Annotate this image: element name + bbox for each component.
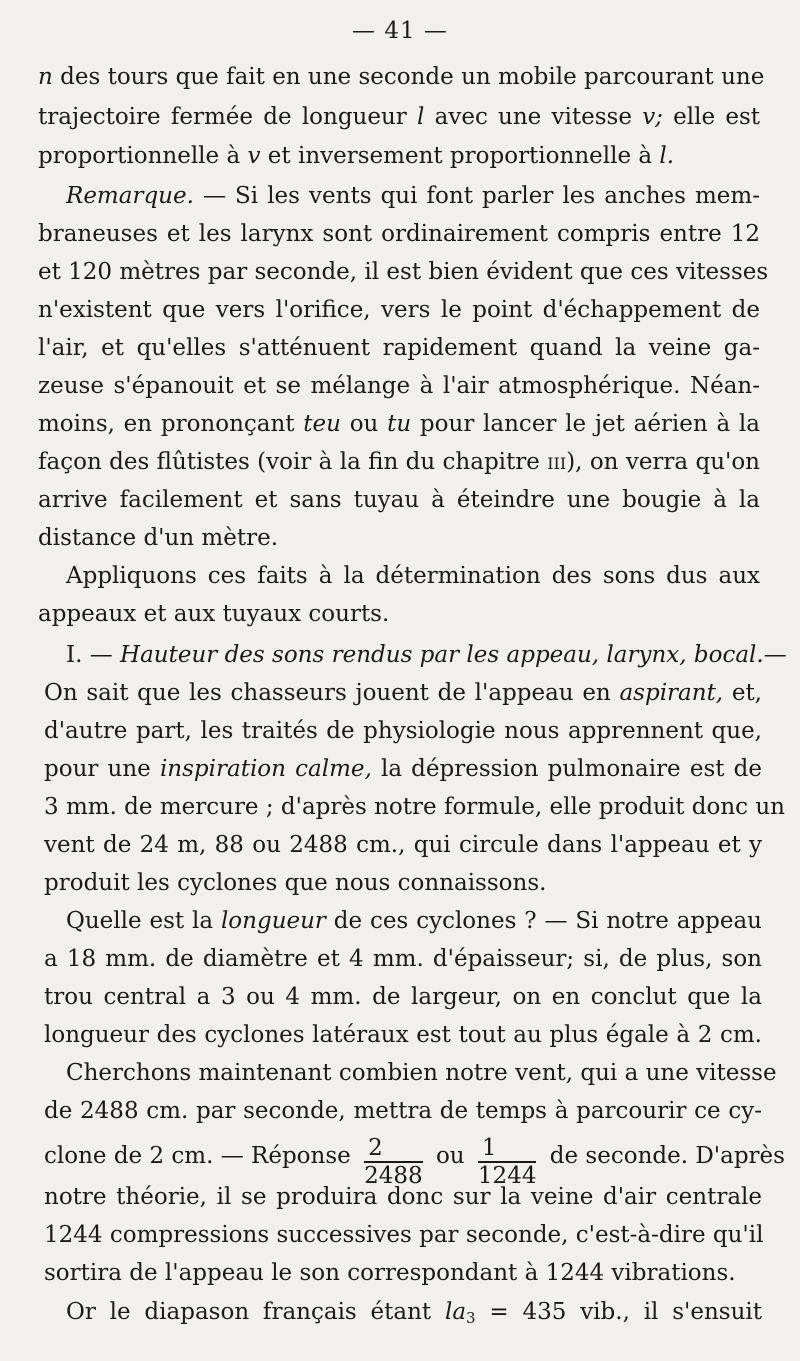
text-line: Cherchons maintenant combien notre vent, qui a une vitesse	[66, 1060, 777, 1086]
italic-variable: v	[247, 143, 261, 169]
text-fragment: ), on verra qu'on	[566, 449, 761, 475]
italic-word: inspiration calme,	[159, 756, 372, 782]
text-line	[38, 62, 765, 92]
text-line	[38, 447, 760, 477]
text-line	[66, 1297, 762, 1333]
text-line	[44, 754, 762, 784]
text-fragment: ou	[340, 411, 388, 437]
section-title: Hauteur des sons rendus par les appeau, larynx, bocal.	[120, 642, 764, 668]
chapter-numeral: iii	[547, 449, 567, 475]
text-line: d'autre part, les traités de physiologie nous apprennent que,	[44, 718, 762, 744]
text-fragment: Quelle est la	[66, 908, 221, 934]
italic-variable: v;	[642, 104, 663, 130]
section-heading-line	[66, 640, 787, 670]
text-line	[44, 678, 762, 708]
text-fragment: avec une vitesse	[424, 104, 643, 130]
italic-word: tu	[387, 411, 412, 437]
text-fragment: proportionnelle à	[38, 143, 248, 169]
text-fragment: trajectoire fermée de longueur	[38, 104, 418, 130]
text-fragment: des tours que fait en une seconde un mobile parcourant une	[52, 64, 765, 90]
text-fragment: = 435 vib., il s'ensuit	[475, 1299, 762, 1325]
text-line: 3 mm. de mercure ; d'après notre formule, elle produit donc un	[44, 794, 785, 820]
text-line: longueur des cyclones latéraux est tout au plus égale à 2 cm.	[44, 1022, 762, 1048]
text-line: n'existent que vers l'orifice, vers le point d'échappement de	[38, 297, 760, 323]
text-fragment: la dépression pulmonaire est de	[371, 756, 762, 782]
italic-word: teu	[303, 411, 341, 437]
text-fragment: pour une	[44, 756, 160, 782]
text-fragment: On sait que les chasseurs jouent de l'appeau en	[44, 680, 620, 706]
italic-word: aspirant,	[619, 680, 724, 706]
text-line: a 18 mm. de diamètre et 4 mm. d'épaisseur; si, de plus, son	[44, 946, 762, 972]
text-line: zeuse s'épanouit et se mélange à l'air atmosphérique. Néan-	[38, 373, 760, 399]
fraction	[364, 1135, 423, 1189]
italic-note-name: la	[444, 1299, 467, 1325]
text-line: arrive facilement et sans tuyau à éteindre une bougie à la	[38, 487, 760, 513]
text-line: distance d'un mètre.	[38, 525, 279, 551]
text-fragment: et,	[723, 680, 762, 706]
denominator: 2488	[364, 1163, 423, 1189]
text-fragment: clone de 2 cm. — Réponse	[44, 1143, 351, 1169]
numerator: 2	[364, 1135, 423, 1163]
text-fragment: ou	[435, 1143, 465, 1169]
numerator: 1	[478, 1135, 537, 1163]
text-line: et 120 mètres par seconde, il est bien évident que ces vitesses	[38, 259, 769, 285]
text-fragment: et inversement proportionnelle à	[260, 143, 660, 169]
text-line: produit les cyclones que nous connaissons.	[44, 870, 547, 896]
text-fragment: de ces cyclones ? — Si notre appeau	[325, 908, 762, 934]
section-number: I. —	[66, 642, 121, 668]
text-line	[38, 102, 760, 132]
denominator: 1244	[477, 1163, 537, 1189]
remark-heading: Remarque.	[66, 183, 194, 209]
text-fragment: pour lancer le jet aérien à la	[411, 411, 760, 437]
text-line	[66, 181, 760, 211]
italic-word: longueur	[220, 908, 326, 934]
fraction-line	[44, 1135, 785, 1189]
text-fragment: —	[763, 642, 787, 668]
text-line: appeaux et aux tuyaux courts.	[38, 601, 390, 627]
italic-variable: l.	[659, 143, 675, 169]
text-line: Appliquons ces faits à la détermination des sons dus aux	[66, 563, 760, 589]
text-fragment: Or le diapason français étant	[66, 1299, 445, 1325]
subscript: 3	[466, 1309, 476, 1327]
text-line: braneuses et les larynx sont ordinairement compris entre 12	[38, 221, 760, 247]
text-line: trou central a 3 ou 4 mm. de largeur, on en conclut que la	[44, 984, 762, 1010]
text-line: 1244 compressions successives par seconde, c'est-à-dire qu'il	[44, 1222, 764, 1248]
italic-variable: l	[417, 104, 425, 130]
text-fragment: elle est	[662, 104, 760, 130]
text-fragment: de seconde. D'après	[549, 1143, 785, 1169]
text-fragment: — Si les vents qui font parler les anches mem-	[193, 183, 760, 209]
text-line	[38, 141, 760, 171]
text-line: l'air, et qu'elles s'atténuent rapidement quand la veine ga-	[38, 335, 760, 361]
text-fragment: moins, en prononçant	[38, 411, 304, 437]
text-line	[38, 409, 760, 439]
text-fragment: façon des flûtistes (voir à la fin du chapitre	[38, 449, 548, 475]
text-line: sortira de l'appeau le son correspondant à 1244 vibrations.	[44, 1260, 736, 1286]
page-number: — 41 —	[352, 18, 448, 44]
fraction	[478, 1135, 537, 1189]
text-line	[66, 906, 762, 936]
text-line: vent de 24 m, 88 ou 2488 cm., qui circule dans l'appeau et y	[44, 832, 762, 858]
italic-variable: n	[38, 64, 53, 90]
text-line: de 2488 cm. par seconde, mettra de temps à parcourir ce cy-	[44, 1098, 762, 1124]
text-line: notre théorie, il se produira donc sur la veine d'air centrale	[44, 1184, 762, 1210]
